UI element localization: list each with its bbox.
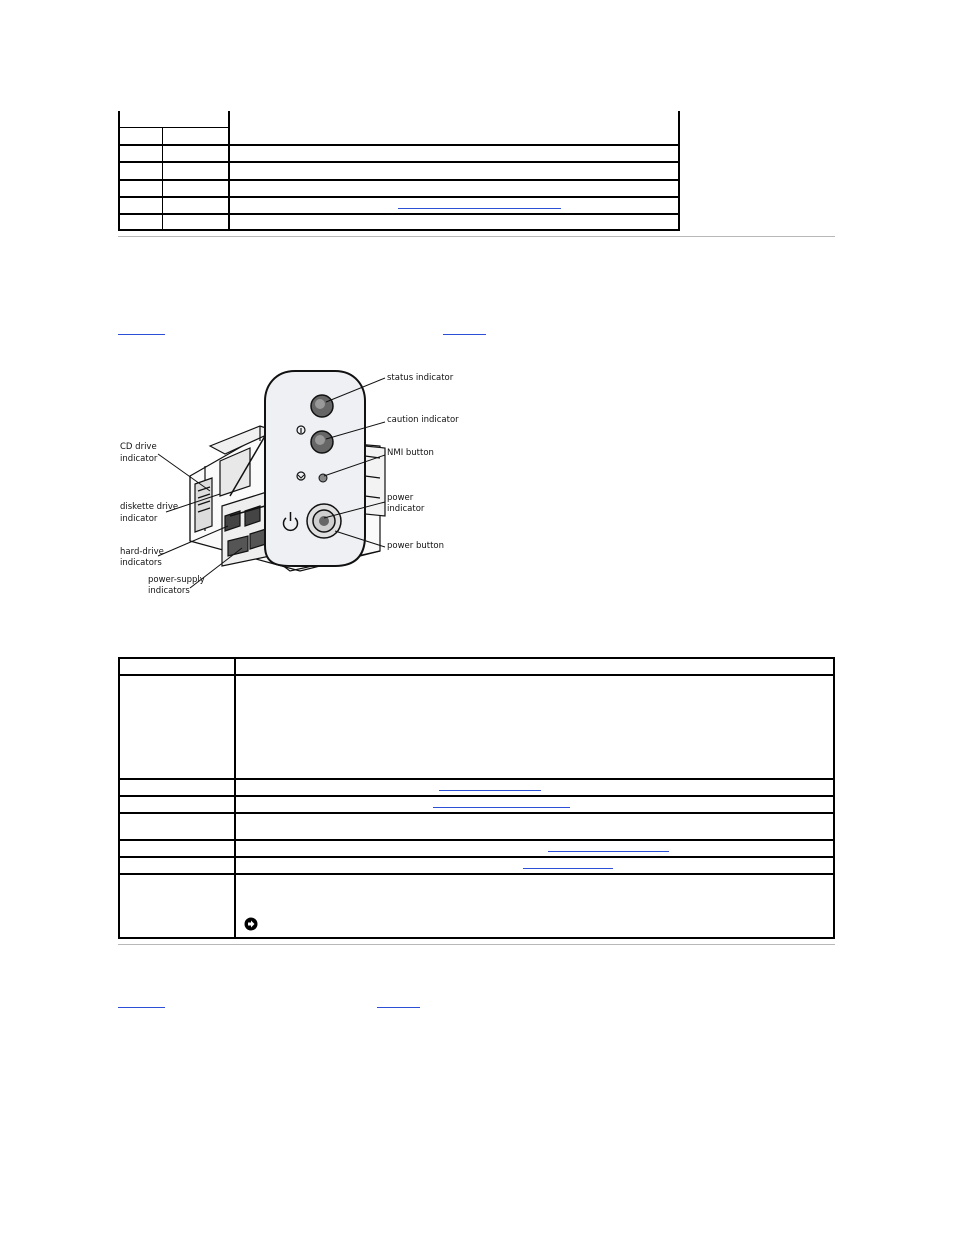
table-row-link[interactable]: [523, 868, 613, 869]
forward-link[interactable]: [377, 1007, 420, 1008]
caution-indicator-label: caution indicator: [387, 415, 459, 425]
front-panel-illustration: [110, 366, 460, 606]
section-divider: [118, 944, 835, 945]
power-button-label: power button: [387, 541, 445, 551]
cd-drive-label-line1: CD drive: [120, 442, 157, 452]
power-indicator-label-line2: indicator: [387, 504, 425, 514]
top-table: [118, 111, 680, 231]
forward-link[interactable]: [443, 334, 486, 335]
table-row-link[interactable]: [439, 790, 541, 791]
diskette-drive-label-line2: indicator: [120, 514, 158, 524]
section-divider: [118, 236, 835, 237]
table-link[interactable]: [398, 208, 561, 209]
power-indicator-label-line1: power: [387, 493, 414, 503]
cd-drive-label-line2: indicator: [120, 454, 158, 464]
back-link[interactable]: [118, 334, 165, 335]
indicator-table: [118, 657, 835, 939]
diskette-drive-label-line1: diskette drive: [120, 502, 179, 512]
hard-drive-label-line1: hard-drive: [120, 547, 164, 557]
status-indicator-label: status indicator: [387, 373, 454, 383]
table-row-link[interactable]: [548, 851, 669, 852]
back-link[interactable]: [118, 1007, 165, 1008]
front-panel-figure: [110, 366, 460, 606]
power-supply-label-line1: power-supply: [148, 575, 205, 585]
table-row-link[interactable]: [433, 807, 570, 808]
notice-icon: [244, 917, 258, 931]
nmi-button-label: NMI button: [387, 448, 434, 458]
hard-drive-label-line2: indicators: [120, 558, 162, 568]
power-supply-label-line2: indicators: [148, 586, 190, 596]
